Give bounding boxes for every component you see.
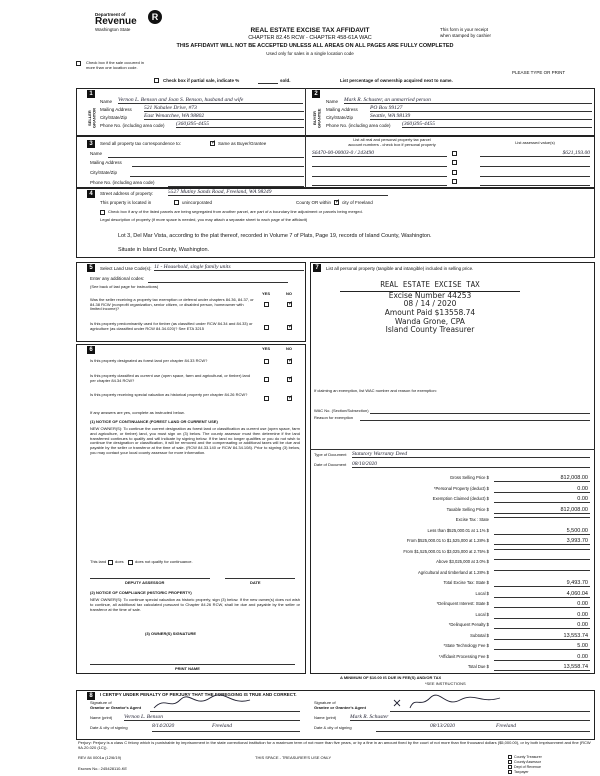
grantor-date-label: Date & city of signing bbox=[90, 725, 128, 730]
doc-type[interactable]: Statutory Warranty Deed bbox=[352, 451, 590, 458]
calc-row-label: Taxable Selling Price $ bbox=[446, 506, 489, 512]
q5-1-yes[interactable] bbox=[264, 302, 269, 307]
copy-county-assessor: County Assessor bbox=[514, 760, 541, 764]
parcel-personal-checkbox-2[interactable] bbox=[452, 160, 457, 165]
see-instructions-note: *SEE INSTRUCTIONS bbox=[425, 681, 466, 686]
buyer-city[interactable]: Seattle, WA 98139 bbox=[370, 113, 592, 120]
section-1-number: 1 bbox=[87, 90, 95, 98]
grantor-sig-label-1: Signature of bbox=[90, 700, 112, 705]
treasurer-use-only: THIS SPACE - TREASURER'S USE ONLY bbox=[255, 755, 332, 760]
calc-row-label: From $525,000.01 to $1,525,000 at 1.28% $ bbox=[406, 538, 489, 543]
city-label: city of Freeland bbox=[342, 200, 373, 205]
calc-row-label: Total Excise Tax: State $ bbox=[443, 580, 489, 585]
unincorporated-checkbox[interactable] bbox=[174, 200, 179, 205]
calc-row bbox=[314, 517, 594, 526]
stamp-line-3: 08 / 14 / 2020 bbox=[403, 299, 457, 309]
calc-row bbox=[314, 486, 594, 495]
calc-row-label: *Delinquent Penalty $ bbox=[448, 622, 489, 627]
calc-row-label: Gross Selling Price $ bbox=[449, 475, 489, 480]
calc-row bbox=[314, 643, 594, 652]
grantor-name-label: Name (print) bbox=[90, 715, 113, 720]
q6-3-yes[interactable] bbox=[264, 396, 269, 401]
legal-description-label: Legal description of property (if more space is needed, you may attach a separate sheet to each page of the affidavit) bbox=[100, 217, 308, 222]
doc-date-label: Date of Document bbox=[314, 462, 347, 467]
section-3-number: 3 bbox=[87, 140, 95, 148]
notice-continuance-body: NEW OWNER(S): To continue the current designation as forest land or classification as current use (open space, farm and agriculture, or timber) land, you must sign on (3) below. The county assessor must then determine if the land transferred continues to qualify and will indicate by signing below. If the land no longer qualifies or you do not wish to continue the designation or classification, it will be removed and the compensating or additional taxes will be due and payable by the seller or transferor at the time of sale. (RCW 84.33.140 or RCW 84.34.108). Prior to signing (3) below, you may contact your local county assessor for more information. bbox=[90, 426, 300, 455]
dor-logo bbox=[95, 12, 155, 32]
form-title: REAL ESTATE EXCISE TAX AFFIDAVIT bbox=[250, 27, 370, 34]
tc-phone-label: Phone No. (including area code) bbox=[90, 180, 155, 185]
calc-row-value[interactable]: 0.00 bbox=[494, 496, 590, 503]
calc-row-label: *Personal Property (deduct) $ bbox=[433, 485, 489, 491]
calc-row-value[interactable]: 5.00 bbox=[494, 643, 590, 650]
seller-name[interactable]: Vernon L. Benson and Joan S. Benson, husband and wife bbox=[118, 97, 303, 104]
street-address[interactable]: 5527 Mutiny Sands Road, Freeland, WA 98249 bbox=[168, 189, 388, 196]
owner-signature-label: (3) OWNER(S) SIGNATURE bbox=[145, 631, 197, 636]
calc-row-value[interactable]: 812,008.00 bbox=[494, 507, 590, 514]
calc-row bbox=[314, 580, 594, 589]
notice-continuance-title: (1) NOTICE OF CONTINUANCE (FOREST LAND OR CURRENT USE) bbox=[90, 419, 218, 424]
perjury-notice: Perjury: Perjury is a class C felony which is punishable by imprisonment in the state correctional institution for a maximum term of not more than five years, or by a fine in an amount fixed by the court of not more than five thousand dollars ($5,000.00), or by both imprisonment and fine (RCW 9A.20.020 (1C)). bbox=[78, 740, 591, 750]
multi-location-checkbox[interactable] bbox=[76, 61, 81, 66]
calc-row bbox=[314, 538, 594, 547]
grantee-sig-line bbox=[390, 711, 590, 712]
segregation-label: Check box if any of the listed parcels are being segregated from another parcel, are part of a boundary line adjustment or parcels being merged. bbox=[108, 209, 363, 214]
multi-location-label-2: more than one location code. bbox=[86, 65, 138, 70]
multi-location-label-1: Check box if the sale occurred in bbox=[86, 60, 145, 65]
partial-sale-label: Check box if partial sale, indicate % bbox=[163, 78, 240, 83]
legal-description-line-1: Lot 3, Del Mar Vista, according to the plat thereof, recorded in Volume 7 of Plats, Page 19, records of Island County, Washington. bbox=[118, 233, 432, 239]
calc-row-value[interactable]: 9,493.70 bbox=[494, 580, 590, 587]
seller-vertical-label: SELLER GRANTOR bbox=[87, 107, 97, 129]
calc-row-value[interactable]: 0.00 bbox=[494, 622, 590, 629]
stamp-line-5: Wanda Grone, CPA bbox=[395, 316, 465, 326]
calc-row-value[interactable] bbox=[494, 570, 590, 571]
grantee-name[interactable]: Mark R. Schuster bbox=[350, 714, 590, 721]
buyer-phone-label: Phone No. (including area code) bbox=[326, 123, 391, 128]
grantee-city[interactable]: Freeland bbox=[496, 723, 516, 729]
print-name-field[interactable] bbox=[90, 664, 295, 665]
does-not-qualify-label: does not qualify for continuance. bbox=[135, 559, 193, 564]
calc-row-value[interactable]: 13,558.74 bbox=[494, 664, 590, 671]
calc-row-label: *Affidavit Processing Fee $ bbox=[438, 653, 489, 659]
q6-1-no[interactable] bbox=[287, 359, 292, 364]
q6-2-yes[interactable] bbox=[264, 377, 269, 382]
receipt-note-1: This form is your receipt bbox=[440, 27, 489, 32]
calc-row bbox=[314, 612, 594, 621]
escrow-number: Escrow No.: 245428110-KE bbox=[78, 766, 128, 771]
ownership-note: List percentage of ownership acquired next to name. bbox=[340, 78, 453, 83]
calc-row bbox=[314, 559, 594, 568]
grantor-date-line bbox=[152, 731, 300, 732]
doc-date[interactable]: 08/10/2020 bbox=[352, 461, 590, 468]
copy-taxpayer-box bbox=[508, 770, 512, 774]
tc-city-label: City/State/Zip bbox=[90, 170, 118, 175]
grantor-signature[interactable] bbox=[150, 694, 270, 712]
form-revision: REV 84 0001a (12/6/19) bbox=[78, 755, 122, 760]
calc-row-value[interactable] bbox=[494, 517, 590, 518]
historic-question: Is this property receiving special valuation as historical property per chapter 84.26 RCW? bbox=[90, 392, 248, 397]
deputy-assessor-label: DEPUTY ASSESSOR bbox=[125, 580, 165, 585]
calc-row-label: *Delinquent Interest: State $ bbox=[436, 601, 489, 606]
seller-city[interactable]: East Wenatchee, WA 98802 bbox=[144, 113, 304, 120]
exemption-reason-field[interactable] bbox=[360, 420, 590, 421]
seller-mail-label: Mailing Address bbox=[100, 107, 132, 112]
calc-row bbox=[314, 507, 594, 516]
buyer-phone[interactable]: (360)395-4455 bbox=[402, 121, 592, 128]
calc-row bbox=[314, 475, 594, 484]
does-qualify-checkbox[interactable] bbox=[108, 560, 113, 565]
assessed-value-3[interactable] bbox=[480, 176, 590, 177]
tc-name-field[interactable] bbox=[108, 157, 304, 158]
grantee-date[interactable]: 08/13/2020 bbox=[430, 723, 456, 729]
land-use-label: Select Land Use Code(s): bbox=[100, 266, 152, 271]
seller-phone[interactable]: (360)395-4455 bbox=[176, 121, 304, 128]
calc-row-value[interactable] bbox=[494, 549, 590, 550]
calc-row-label: Agricultural and timberland at 1.28% $ bbox=[418, 569, 489, 575]
buyer-mail[interactable]: PO Box 99127 bbox=[370, 105, 592, 112]
treasurer-stamp bbox=[340, 281, 520, 335]
calc-row bbox=[314, 664, 594, 673]
exemption-question: Was the seller receiving a property tax exemption or deferral under chapters 84.36, 84.37, or 84.38 RCW (nonprofit organization, senior citizen, or disabled person, homeowner with limited income)? bbox=[90, 297, 254, 312]
buyer-name[interactable]: Mark R. Schuster, an unmarried person bbox=[344, 97, 592, 104]
calc-row bbox=[314, 622, 594, 631]
wac-label: WAC No. (Section/Subsection) bbox=[314, 408, 369, 413]
seller-phone-label: Phone No. (including area code) bbox=[100, 123, 165, 128]
land-use-code[interactable]: 11 - Household, single family units bbox=[154, 264, 304, 271]
minimum-due-note: A MINIMUM OF $10.00 IS DUE IN FEE(S) AND/OR TAX bbox=[340, 675, 442, 680]
no-header-6: NO bbox=[286, 346, 292, 351]
certification-title: I CERTIFY UNDER PENALTY OF PERJURY THAT THE FOREGOING IS TRUE AND CORRECT. bbox=[100, 692, 297, 697]
same-as-buyer-checkbox[interactable] bbox=[210, 141, 215, 146]
buyer-name-label: Name bbox=[326, 99, 339, 104]
parcel-number-2[interactable] bbox=[312, 166, 447, 167]
seller-mail[interactable]: 521 Nahalee Drive, #73 bbox=[144, 105, 304, 112]
calc-row-value[interactable]: 3,993.70 bbox=[494, 538, 590, 545]
logo-state: Washington State bbox=[95, 27, 131, 33]
grantor-city[interactable]: Freeland bbox=[212, 723, 232, 729]
q5-2-no[interactable] bbox=[287, 325, 292, 330]
buyer-vertical-label: BUYER GRANTEE bbox=[312, 108, 322, 128]
partial-sale-sold: sold. bbox=[280, 78, 291, 83]
calc-row-label: Less than $525,000.01 at 1.1% $ bbox=[427, 527, 489, 533]
calc-row-label: *State Technology Fee $ bbox=[443, 643, 489, 648]
legal-description-line-2: Situate in Island County, Washington. bbox=[118, 247, 210, 253]
wac-field[interactable] bbox=[370, 413, 590, 414]
calc-row-value[interactable]: 0.00 bbox=[494, 654, 590, 661]
stamp-line-2: Excise Number 44253 bbox=[388, 290, 472, 300]
section-2-number: 2 bbox=[312, 90, 320, 98]
no-header-5: NO bbox=[286, 291, 292, 296]
calc-row bbox=[314, 601, 594, 610]
calc-row bbox=[314, 591, 594, 600]
located-in-label: This property is located in bbox=[100, 200, 152, 205]
type-or-print: PLEASE TYPE OR PRINT bbox=[512, 70, 566, 75]
deputy-date-label: DATE bbox=[250, 580, 261, 585]
assessed-value[interactable]: $621,193.00 bbox=[480, 150, 590, 157]
section-5-number: 5 bbox=[87, 264, 95, 272]
tc-mail-label: Mailing Address bbox=[90, 160, 122, 165]
calc-row-value[interactable]: 0.00 bbox=[494, 612, 590, 619]
exemption-claim-label: If claiming an exemption, list WAC number and reason for exemption: bbox=[314, 388, 437, 393]
buyer-city-label: City/State/Zip bbox=[326, 115, 354, 120]
print-name-label: PRINT NAME bbox=[175, 666, 200, 671]
calc-row bbox=[314, 633, 594, 642]
receipt-note-2: when stamped by cashier bbox=[440, 33, 492, 38]
timber-question: Is this property predominantly used for timber (as classified under RCW 84.34 and 84.33) or agriculture (as classified under RCW 84.34.020)? See ETA 3215 bbox=[90, 321, 253, 331]
notice-compliance-title: (2) NOTICE OF COMPLIANCE (HISTORIC PROPERTY) bbox=[90, 590, 192, 595]
parcel-personal-checkbox-4[interactable] bbox=[452, 179, 457, 184]
q6-1-yes[interactable] bbox=[264, 359, 269, 364]
copy-county-treasurer-box bbox=[508, 755, 512, 759]
q6-3-no[interactable] bbox=[287, 396, 292, 401]
grantee-date-line bbox=[376, 731, 590, 732]
same-as-buyer-label: Same as Buyer/Grantee bbox=[218, 141, 267, 146]
assessed-value-2[interactable] bbox=[480, 166, 590, 167]
calc-row-label: Local $ bbox=[475, 590, 489, 596]
parcel-personal-checkbox-3[interactable] bbox=[452, 170, 457, 175]
q5-2-yes[interactable] bbox=[264, 325, 269, 330]
parcel-header-1: List all real and personal property tax parcel bbox=[353, 137, 431, 142]
section-6-number: 6 bbox=[87, 346, 95, 354]
calc-row-value[interactable]: 0.00 bbox=[494, 601, 590, 608]
copy-county-treasurer: County Treasurer bbox=[514, 755, 542, 759]
city-checkbox[interactable] bbox=[334, 200, 339, 205]
unincorporated-label: unincorporated bbox=[182, 200, 213, 205]
calc-row bbox=[314, 549, 594, 558]
parcel-personal-checkbox-1[interactable] bbox=[452, 151, 457, 156]
forest-question: Is this property designated as forest land per chapter 84.33 RCW? bbox=[90, 358, 208, 363]
q5-1-no[interactable] bbox=[287, 302, 292, 307]
additional-codes-label: Enter any additional codes: bbox=[90, 276, 145, 281]
partial-sale-percent[interactable] bbox=[258, 83, 278, 84]
does-label: does bbox=[115, 559, 124, 564]
parcel-number-3[interactable] bbox=[312, 176, 447, 177]
see-instructions: (See back of last page for instructions) bbox=[90, 284, 159, 289]
parcel-header-2: account numbers - check box if personal property bbox=[348, 142, 436, 147]
copy-dept-revenue-box bbox=[508, 765, 512, 769]
does-not-qualify-checkbox[interactable] bbox=[128, 560, 133, 565]
calc-row bbox=[314, 570, 594, 579]
calc-row-value[interactable]: 812,008.00 bbox=[494, 475, 590, 482]
calc-row-label: Excise Tax : State bbox=[455, 517, 489, 522]
doc-type-label: Type of Document bbox=[314, 452, 347, 457]
tc-phone-field[interactable] bbox=[168, 186, 304, 187]
stamp-line-1: REAL ESTATE EXCISE TAX bbox=[340, 281, 520, 292]
form-warning: THIS AFFIDAVIT WILL NOT BE ACCEPTED UNLESS ALL AREAS ON ALL PAGES ARE FULLY COMPLETED bbox=[176, 43, 454, 49]
stamp-line-6: Island County Treasurer bbox=[385, 325, 475, 335]
grantor-name[interactable]: Vernon L. Benson bbox=[124, 714, 300, 721]
copy-county-assessor-box bbox=[508, 760, 512, 764]
tc-name-label: Name bbox=[90, 151, 103, 156]
stamp-line-4: Amount Paid $13558.74 bbox=[384, 307, 476, 317]
county-label: County OR within bbox=[296, 200, 332, 205]
grantor-sig-label-2: Grantor or Grantor's Agent bbox=[90, 705, 142, 710]
grantee-signature[interactable] bbox=[390, 694, 510, 712]
section-4-number: 4 bbox=[87, 190, 95, 198]
calc-row-value[interactable]: 0.00 bbox=[494, 486, 590, 493]
grantee-sig-label-2: Grantee or Grantee's Agent bbox=[314, 705, 366, 710]
current-use-question: Is this property classified as current use (open space, farm and agricultural, or timber) land per chapter 84.34 RCW? bbox=[90, 373, 251, 383]
personal-property-label: List all personal property (tangible and intangible) included in selling price. bbox=[326, 266, 474, 271]
deputy-assessor-field[interactable] bbox=[90, 578, 210, 579]
calc-row-label: Subtotal $ bbox=[470, 632, 489, 638]
grantee-date-label: Date & city of signing bbox=[314, 725, 352, 730]
calc-row-value[interactable] bbox=[494, 559, 590, 560]
yes-header-5: YES bbox=[262, 291, 271, 296]
form-note: Used only for sales in a single location code bbox=[266, 51, 354, 56]
calc-row bbox=[314, 528, 594, 537]
section-8-number: 8 bbox=[87, 692, 95, 700]
any-yes-note: If any answers are yes, complete as instructed below. bbox=[90, 410, 185, 415]
tax-correspondence-label: Send all property tax correspondence to: bbox=[100, 141, 182, 146]
exemption-reason-label: Reason for exemption bbox=[314, 415, 354, 420]
grantee-name-label: Name (print) bbox=[314, 715, 337, 720]
parcel-number[interactable]: S6470-00-00003-0 / 243490 bbox=[312, 150, 447, 157]
copy-dept-revenue: Dept of Revenue bbox=[514, 765, 541, 769]
dor-logo-icon: R bbox=[148, 10, 162, 24]
calc-row-label: Total Due $ bbox=[467, 664, 489, 669]
calc-row-value[interactable]: 4,060.04 bbox=[494, 591, 590, 598]
calc-row-value[interactable]: 5,500.00 bbox=[494, 528, 590, 535]
logo-name: Revenue bbox=[95, 16, 137, 28]
calc-row-label: Exemption Claimed (deduct) $ bbox=[432, 496, 489, 501]
assessed-value-header: List assessed value(s) bbox=[515, 140, 555, 145]
copy-taxpayer: Taxpayer bbox=[514, 770, 529, 774]
logo-dept: Department of bbox=[95, 12, 126, 17]
additional-codes-field[interactable] bbox=[148, 282, 288, 283]
deputy-date-field[interactable] bbox=[225, 578, 295, 579]
grantor-sig-line bbox=[150, 711, 300, 712]
parcel-number-4[interactable] bbox=[312, 185, 447, 186]
street-address-label: Street address of property: bbox=[100, 191, 154, 196]
yes-header-6: YES bbox=[262, 346, 271, 351]
partial-sale-checkbox[interactable] bbox=[154, 78, 159, 83]
calc-row-value[interactable]: 13,553.74 bbox=[494, 633, 590, 640]
assessed-value-4[interactable] bbox=[480, 185, 590, 186]
calc-row-label: From $1,525,000.01 to $3,025,000 at 2.75% $ bbox=[403, 548, 489, 554]
calc-row bbox=[314, 496, 594, 505]
section-7-number: 7 bbox=[313, 264, 321, 272]
segregation-checkbox[interactable] bbox=[100, 210, 105, 215]
notice-compliance-body: NEW OWNER(S): To continue special valuation as historic property, sign (3) below. If the new owner(s) does not wish to continue, all additional tax calculated pursuant to Chapter 84.26 RCW, shall be due and payable by the seller or transferor at the time of sale. bbox=[90, 597, 300, 612]
grantee-sig-label-1: Signature of bbox=[314, 700, 336, 705]
tc-city-field[interactable] bbox=[130, 176, 304, 177]
land-label: This land bbox=[90, 559, 107, 564]
tc-mail-field[interactable] bbox=[132, 166, 304, 167]
grantor-date[interactable]: 8/14/2020 bbox=[152, 723, 175, 729]
calc-row-label: Local $ bbox=[475, 611, 489, 617]
buyer-mail-label: Mailing Address bbox=[326, 107, 358, 112]
q6-2-no[interactable] bbox=[287, 377, 292, 382]
calc-row-label: Above $3,025,000 at 3.0% $ bbox=[436, 559, 489, 564]
seller-name-label: Name bbox=[100, 99, 113, 104]
calc-row bbox=[314, 654, 594, 663]
seller-city-label: City/State/Zip bbox=[100, 115, 128, 120]
form-chapter: CHAPTER 82.45 RCW - CHAPTER 458-61A WAC bbox=[248, 35, 372, 41]
